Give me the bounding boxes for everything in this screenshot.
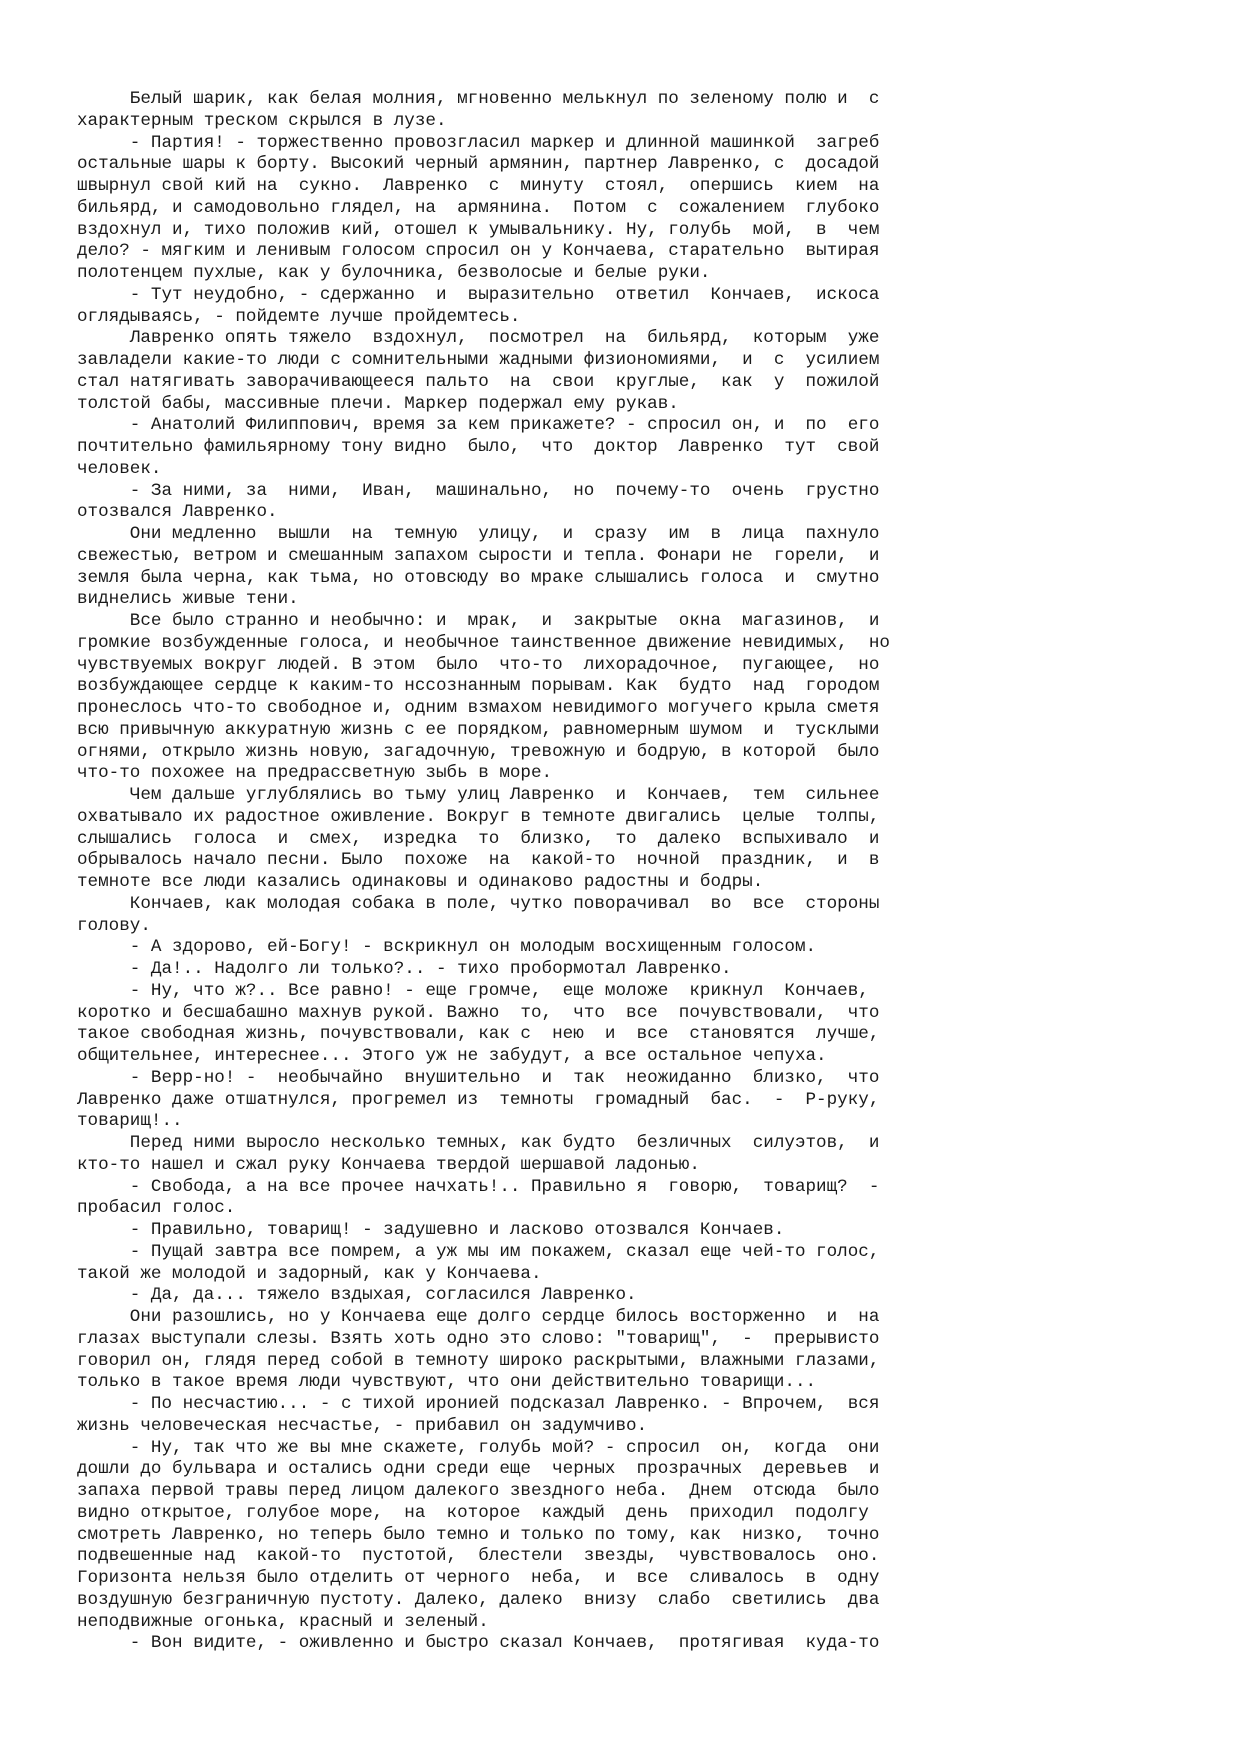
text-line: жизнь человеческая несчастье, - прибавил он задумчиво. <box>77 1415 648 1436</box>
text-line: - Партия! - торжественно провозгласил маркер и длинной машинкой загреб <box>77 132 880 153</box>
text-line: человек. <box>77 458 162 479</box>
text-line: только в такое время люди чувствуют, что они действительно товарищи... <box>77 1372 817 1393</box>
text-line: свежестью, ветром и смешанным запахом сырости и тепла. Фонари не горели, и <box>77 545 880 566</box>
text-line: Они медленно вышли на темную улицу, и сразу им в лица пахнуло <box>77 524 880 544</box>
text-line: бильярд, и самодовольно глядел, на армянина. Потом с сожалением глубоко <box>77 197 880 218</box>
text-line: полотенцем пухлые, как у булочника, безволосые и белые руки. <box>77 263 711 283</box>
text-line: обрывалось начало песни. Было похоже на какой-то ночной праздник, и в <box>77 850 880 871</box>
text-line: вздохнул и, тихо положив кий, отошел к умывальнику. Ну, голубь мой, в чем <box>77 219 880 240</box>
text-line: неподвижные огонька, красный и зеленый. <box>77 1611 489 1632</box>
text-line: пронеслось что-то свободное и, одним взмахом невидимого могучего крыла сметя <box>77 698 880 718</box>
text-line: громкие возбужденные голоса, и необычное таинственное движение невидимых, но <box>77 632 890 653</box>
text-line: голову. <box>77 915 151 936</box>
text-line: оглядываясь, - пойдемте лучше пройдемтесь. <box>77 306 521 327</box>
text-line: - Пущай завтра все помрем, а уж мы им покажем, сказал еще чей-то голос, <box>77 1241 880 1262</box>
text-line: - По несчастию... - с тихой иронией подсказал Лавренко. - Впрочем, вся <box>77 1394 880 1414</box>
text-line: Кончаев, как молодая собака в поле, чутко поворачивал во все стороны <box>77 893 880 914</box>
text-line: чувствуемых вокруг людей. В этом было что-то лихорадочное, пугающее, но <box>77 654 880 675</box>
text-line: товарищ!.. <box>77 1111 183 1132</box>
text-line: - Правильно, товарищ! - задушевно и ласково отозвался Кончаев. <box>77 1220 785 1240</box>
text-line: дело? - мягким и ленивым голосом спросил он у Кончаева, старательно вытирая <box>77 241 880 262</box>
text-line: - Да!.. Надолго ли только?.. - тихо пробормотал Лавренко. <box>77 959 732 979</box>
text-line: общительнее, интереснее... Этого уж не забудут, а все остальное чепуха. <box>77 1046 827 1066</box>
text-line: такой же молодой и задорный, как у Кончаева. <box>77 1263 542 1284</box>
text-line: - А здорово, ей-Богу! - вскрикнул он молодым восхищенным голосом. <box>77 937 817 958</box>
text-line: почтительно фамильярному тону видно было, что доктор Лавренко тут свой <box>77 437 880 457</box>
text-line: земля была черна, как тьма, но отовсюду во мраке слышались голоса и смутно <box>77 567 880 588</box>
text-line: Все было странно и необычно: и мрак, и закрытые окна магазинов, и <box>77 611 880 631</box>
body-text <box>77 89 1027 1655</box>
text-line: толстой бабы, массивные плечи. Маркер подержал ему рукав. <box>77 393 679 414</box>
text-line: видно открытое, голубое море, на которое каждый день приходил подолгу <box>77 1502 869 1523</box>
text-line: Белый шарик, как белая молния, мгновенно мелькнул по зеленому полю и с <box>77 89 880 109</box>
text-line: дошли до бульвара и остались одни среди еще черных прозрачных деревьев и <box>77 1459 880 1480</box>
text-line: - Ну, что ж?.. Все равно! - еще громче, еще моложе крикнул Кончаев, <box>77 980 869 1001</box>
text-line: завладели какие-то люди с сомнительными жадными физиономиями, и с усилием <box>77 350 880 370</box>
text-line: охватывало их радостное оживление. Вокруг в темноте двигались целые толпы, <box>77 806 880 827</box>
text-line: Лавренко даже отшатнулся, прогремел из темноты громадный бас. - Р-руку, <box>77 1089 880 1110</box>
text-line: остальные шары к борту. Высокий черный армянин, партнер Лавренко, с досадой <box>77 154 880 175</box>
text-line: пробасил голос. <box>77 1198 236 1219</box>
text-line: слышались голоса и смех, изредка то близко, то далеко вспыхивало и <box>77 828 880 849</box>
text-line: виднелись живые тени. <box>77 589 299 610</box>
text-line: - Свобода, а на все прочее начхать!.. Правильно я говорю, товарищ? - <box>77 1176 880 1197</box>
text-line: Чем дальше углублялись во тьму улиц Лавренко и Кончаев, тем сильнее <box>77 785 880 805</box>
text-line: - Ну, так что же вы мне скажете, голубь мой? - спросил он, когда они <box>77 1437 880 1458</box>
text-line: - Тут неудобно, - сдержанно и выразительно ответил Кончаев, искоса <box>77 284 880 305</box>
text-line: - Вон видите, - оживленно и быстро сказал Кончаев, протягивая куда-то <box>77 1633 880 1654</box>
text-line: кто-то нашел и сжал руку Кончаева твердой шершавой ладонью. <box>77 1154 700 1175</box>
text-line: что-то похожее на предрассветную зыбь в море. <box>77 763 553 784</box>
text-line: - Верр-но! - необычайно внушительно и так неожиданно близко, что <box>77 1067 880 1088</box>
text-line: подвешенные над какой-то пустотой, блестели звезды, чувствовалось оно. <box>77 1546 880 1567</box>
text-line: говорил он, глядя перед собой в темноту широко раскрытыми, влажными глазами, <box>77 1350 880 1371</box>
text-line: отозвался Лавренко. <box>77 502 278 523</box>
text-line: коротко и бесшабашно махнув рукой. Важно то, что все почувствовали, что <box>77 1002 880 1023</box>
text-line: всю привычную аккуратную жизнь с ее порядком, равномерным шумом и тусклыми <box>77 719 880 740</box>
text-line: Перед ними выросло несколько темных, как будто безличных силуэтов, и <box>77 1133 880 1153</box>
text-line: - Да, да... тяжело вздыхая, согласился Лавренко. <box>77 1285 637 1306</box>
text-line: огнями, открыло жизнь новую, загадочную, тревожную и бодрую, в которой было <box>77 741 880 762</box>
text-line: - За ними, за ними, Иван, машинально, но почему-то очень грустно <box>77 480 880 501</box>
text-line: такое свободная жизнь, почувствовали, как с нею и все становятся лучше, <box>77 1024 880 1045</box>
text-line: смотреть Лавренко, но теперь было темно и только по тому, как низко, точно <box>77 1524 880 1545</box>
text-line: характерным треском скрылся в лузе. <box>77 110 447 131</box>
text-line: Горизонта нельзя было отделить от черного неба, и все сливалось в одну <box>77 1568 880 1588</box>
text-line: глазах выступали слезы. Взять хоть одно это слово: "товарищ", - прерывисто <box>77 1328 880 1349</box>
text-line: Они разошлись, но у Кончаева еще долго сердце билось восторженно и на <box>77 1307 880 1327</box>
text-line: темноте все люди казались одинаковы и одинаково радостны и бодры. <box>77 872 764 892</box>
text-line: Лавренко опять тяжело вздохнул, посмотрел на бильярд, которым уже <box>77 328 880 349</box>
text-line: - Анатолий Филиппович, время за кем прикажете? - спросил он, и по его <box>77 415 880 436</box>
text-line: воздушную безграничную пустоту. Далеко, далеко внизу слабо светились два <box>77 1589 880 1610</box>
text-line: стал натягивать заворачивающееся пальто на свои круглые, как у пожилой <box>77 371 880 392</box>
text-line: швырнул свой кий на сукно. Лавренко с минуту стоял, опершись кием на <box>77 176 880 196</box>
text-line: запаха первой травы перед лицом далекого звездного неба. Днем отсюда было <box>77 1481 880 1501</box>
text-line: возбуждающее сердце к каким-то нссознанным порывам. Как будто над городом <box>77 676 880 697</box>
